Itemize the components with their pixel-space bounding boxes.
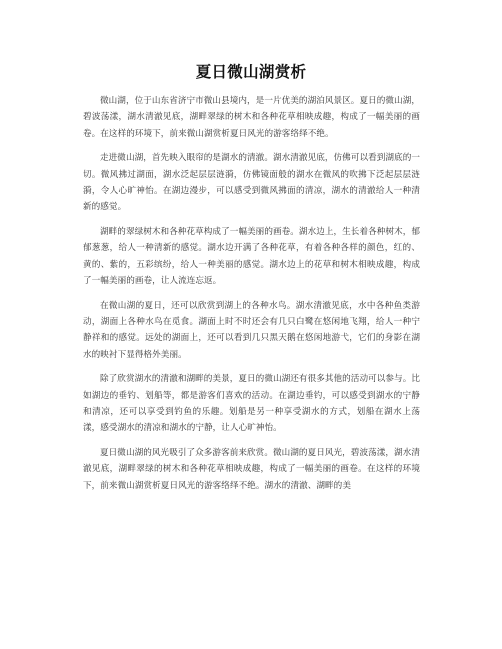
paragraph: 在微山湖的夏日，还可以欣赏到湖上的各种水鸟。湖水清澈见底，水中各种鱼类游动，湖面上各种水鸟在觅食。湖面上时不时还会有几只白鹭在悠闲地飞翔，给人一种宁静祥和的感觉。远处的湖面上，还可以看到几只黑天鹅在悠闲地游弋，它们的身影在湖水的映衬下显得格外美丽。 bbox=[83, 300, 420, 360]
paragraph: 微山湖，位于山东省济宁市微山县境内，是一片优美的湖泊风景区。夏日的微山湖，碧波荡漾，湖水清澈见底，湖畔翠绿的树木和各种花草相映成趣，构成了一幅美丽的画卷。在这样的环境下，前来微山湖赏析夏日风光的游客络绎不绝。 bbox=[83, 96, 420, 139]
paragraph: 夏日微山湖的风光吸引了众多游客前来欣赏。微山湖的夏日风光，碧波荡漾，湖水清澈见底，湖畔翠绿的树木和各种花草相映成趣，构成了一幅美丽的画卷。在这样的环境下，前来微山湖赏析夏日风光的游客络绎不绝。湖水的清澈、湖畔的美 bbox=[83, 448, 420, 491]
paragraph: 除了欣赏湖水的清澈和湖畔的美景，夏日的微山湖还有很多其他的活动可以参与。比如湖边的垂钓、划船等，都是游客们喜欢的活动。在湖边垂钓，可以感受到湖水的宁静和清凉，还可以享受到钓鱼的乐趣。划船是另一种享受湖水的方式，划船在湖水上荡漾，感受湖水的清凉和湖水的宁静，让人心旷神怡。 bbox=[83, 374, 420, 434]
document-body bbox=[83, 93, 420, 503]
document-title: 夏日微山湖赏析 bbox=[195, 63, 307, 81]
paragraph: 湖畔的翠绿树木和各种花草构成了一幅美丽的画卷。湖水边上，生长着各种树木，郁郁葱葱，给人一种清新的感觉。湖水边开满了各种花草，有着各种各样的颜色，红的、黄的、紫的，五彩缤纷，给人一种美丽的感觉。湖水边上的花草和树木相映成趣，构成了一幅美丽的画卷，让人流连忘返。 bbox=[83, 227, 420, 286]
paragraph: 走进微山湖，首先映入眼帘的是湖水的清澈。湖水清澈见底，仿佛可以看到湖底的一切。微风拂过湖面，湖水泛起层层涟漪，仿佛镜面般的湖水在微风的吹拂下泛起层层涟漪，令人心旷神怡。在湖边漫步，可以感受到微风拂面的清凉，湖水的清澈给人一种清新的感觉。 bbox=[83, 153, 420, 213]
